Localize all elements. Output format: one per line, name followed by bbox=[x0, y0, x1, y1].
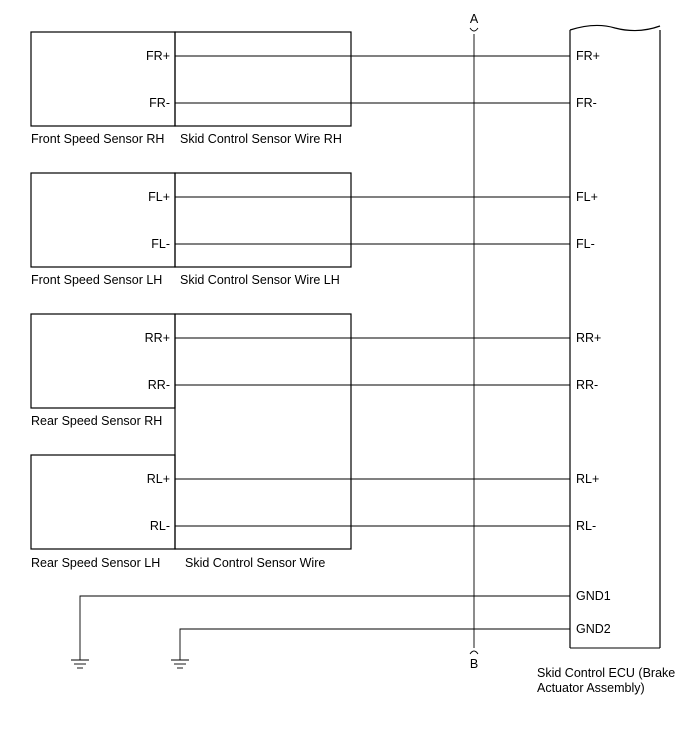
marker-b: B bbox=[469, 657, 479, 671]
ecu-pin-rr-minus: RR- bbox=[576, 378, 599, 392]
ecu-pin-fr-minus: FR- bbox=[576, 96, 597, 110]
ecu-pin-fl-plus: FL+ bbox=[576, 190, 598, 204]
front-speed-sensor-rh-box bbox=[31, 32, 175, 126]
label-front-speed-sensor-lh: Front Speed Sensor LH bbox=[31, 273, 163, 287]
ecu-pin-gnd2: GND2 bbox=[576, 622, 611, 636]
front-speed-sensor-lh-box bbox=[31, 173, 175, 267]
rear-speed-sensor-lh-box bbox=[31, 455, 175, 549]
label-front-speed-sensor-rh: Front Speed Sensor RH bbox=[31, 132, 165, 146]
label-skid-control-sensor-wire-lh: Skid Control Sensor Wire LH bbox=[180, 273, 340, 287]
reference-line-a-b bbox=[470, 28, 478, 654]
rear-speed-sensor-rh-box bbox=[31, 314, 175, 408]
sensor-pin-rl-plus: RL+ bbox=[146, 472, 170, 486]
front-rh-group bbox=[31, 32, 351, 126]
front-lh-group bbox=[31, 173, 351, 267]
component-labels bbox=[31, 132, 675, 695]
ground-wires bbox=[80, 596, 570, 660]
rear-group bbox=[31, 314, 351, 549]
skid-control-sensor-wire-rh-box bbox=[175, 32, 351, 126]
ecu-pin-labels bbox=[576, 49, 611, 636]
ecu-pin-rr-plus: RR+ bbox=[576, 331, 602, 345]
label-rear-speed-sensor-rh: Rear Speed Sensor RH bbox=[31, 414, 163, 428]
label-ecu-line-2: Actuator Assembly) bbox=[537, 681, 645, 695]
ecu-pin-rl-minus: RL- bbox=[576, 519, 597, 533]
sensor-pin-rr-minus: RR- bbox=[147, 378, 170, 392]
ecu-pin-gnd1: GND1 bbox=[576, 589, 611, 603]
skid-control-sensor-wire-box bbox=[175, 314, 351, 549]
sensor-pin-rr-plus: RR+ bbox=[144, 331, 170, 345]
skid-control-sensor-wire-lh-box bbox=[175, 173, 351, 267]
marker-a: A bbox=[469, 12, 479, 26]
sensor-pin-fl-minus: FL- bbox=[151, 237, 170, 251]
wire-gnd2 bbox=[180, 629, 570, 660]
ecu-pin-fl-minus: FL- bbox=[576, 237, 595, 251]
ecu-pin-fr-plus: FR+ bbox=[576, 49, 600, 63]
sensor-pin-fr-plus: FR+ bbox=[146, 49, 170, 63]
label-ecu-line-1: Skid Control ECU (Brake bbox=[537, 666, 676, 680]
ground-symbol-2 bbox=[171, 660, 189, 668]
label-rear-speed-sensor-lh: Rear Speed Sensor LH bbox=[31, 556, 161, 570]
ecu-pin-rl-plus: RL+ bbox=[576, 472, 600, 486]
sensor-pin-labels bbox=[145, 49, 170, 533]
wire-gnd1 bbox=[80, 596, 570, 660]
label-skid-control-sensor-wire-rh: Skid Control Sensor Wire RH bbox=[180, 132, 342, 146]
sensor-pin-fl-plus: FL+ bbox=[148, 190, 170, 204]
ground-symbol-1 bbox=[71, 660, 89, 668]
sensor-pin-fr-minus: FR- bbox=[149, 96, 170, 110]
sensor-pin-rl-minus: RL- bbox=[149, 519, 170, 533]
label-skid-control-sensor-wire: Skid Control Sensor Wire bbox=[185, 556, 326, 570]
